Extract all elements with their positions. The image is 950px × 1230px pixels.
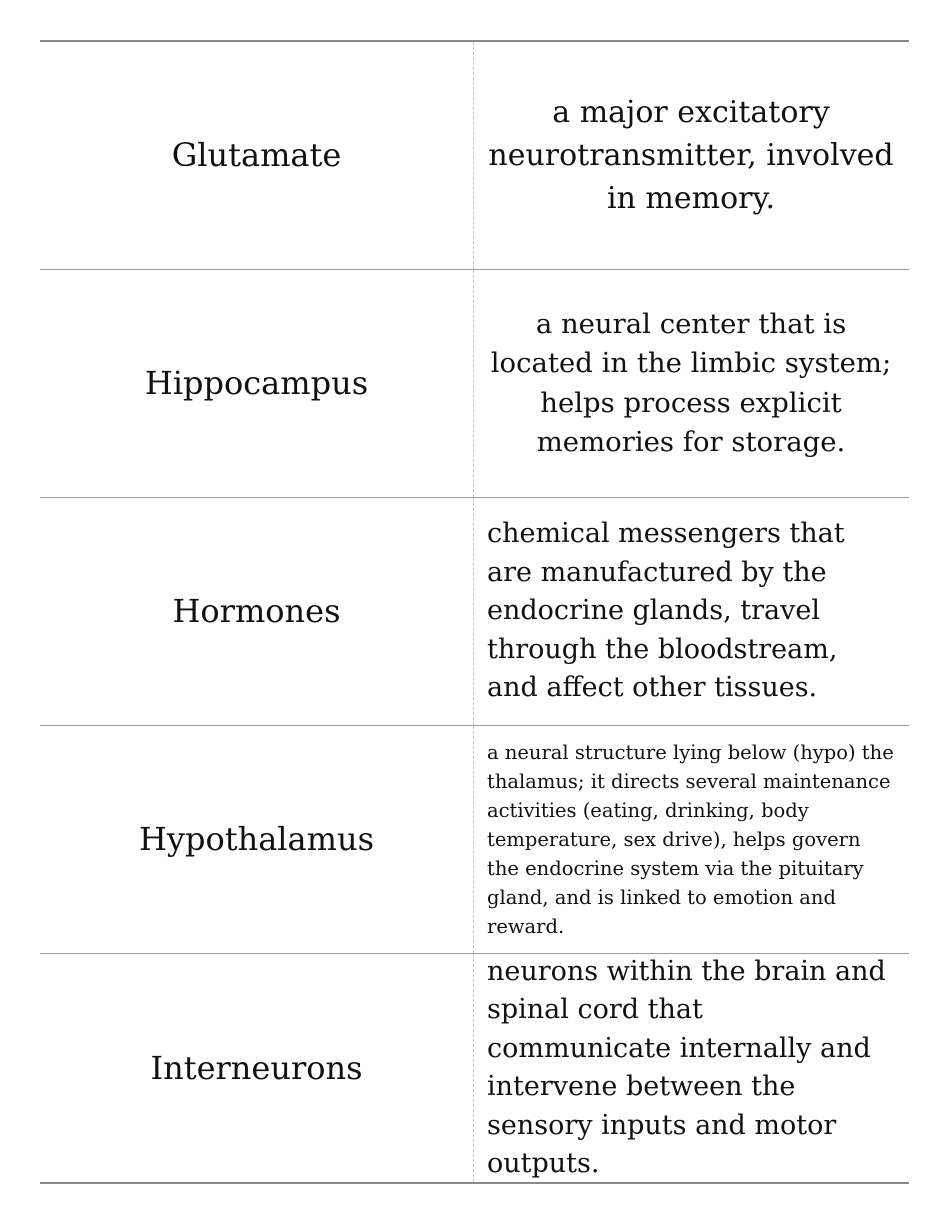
term-cell (40, 726, 474, 953)
flashcard-row (40, 270, 909, 498)
definition-text: chemical messengers that are manufactured by the endocrine glands, travel through the bloodstream, and affect other tissues. (487, 518, 845, 704)
flashcard-row (40, 42, 909, 270)
term-text: Glutamate (171, 136, 342, 175)
term-text: Hypothalamus (139, 820, 374, 859)
definition-cell (474, 498, 909, 725)
flashcard-sheet (40, 40, 909, 1184)
term-cell (40, 270, 474, 497)
flashcard-row (40, 954, 909, 1182)
term-cell (40, 498, 474, 725)
definition-text: a major excitatory neurotransmitter, involved in memory. (488, 95, 894, 216)
definition-text: a neural structure lying below (hypo) the thalamus; it directs several maintenance activities (eating, drinking, body temperature, sex drive), helps govern the endocrine system via the pituitary gland, and is linked to emotion and reward. (487, 741, 894, 938)
definition-text: neurons within the brain and spinal cord that communicate internally and intervene between the sensory inputs and motor outputs. (487, 955, 886, 1179)
flashcard-row (40, 498, 909, 726)
flashcard-row (40, 726, 909, 954)
definition-cell (474, 42, 909, 269)
definition-cell (474, 270, 909, 497)
term-cell (40, 42, 474, 269)
definition-text: a neural center that is located in the limbic system; helps process explicit memories for storage. (490, 307, 892, 458)
term-cell (40, 954, 474, 1182)
term-text: Hippocampus (144, 364, 369, 403)
term-text: Hormones (172, 592, 341, 631)
definition-cell (474, 726, 909, 953)
term-text: Interneurons (150, 1048, 363, 1087)
definition-cell (474, 954, 909, 1182)
